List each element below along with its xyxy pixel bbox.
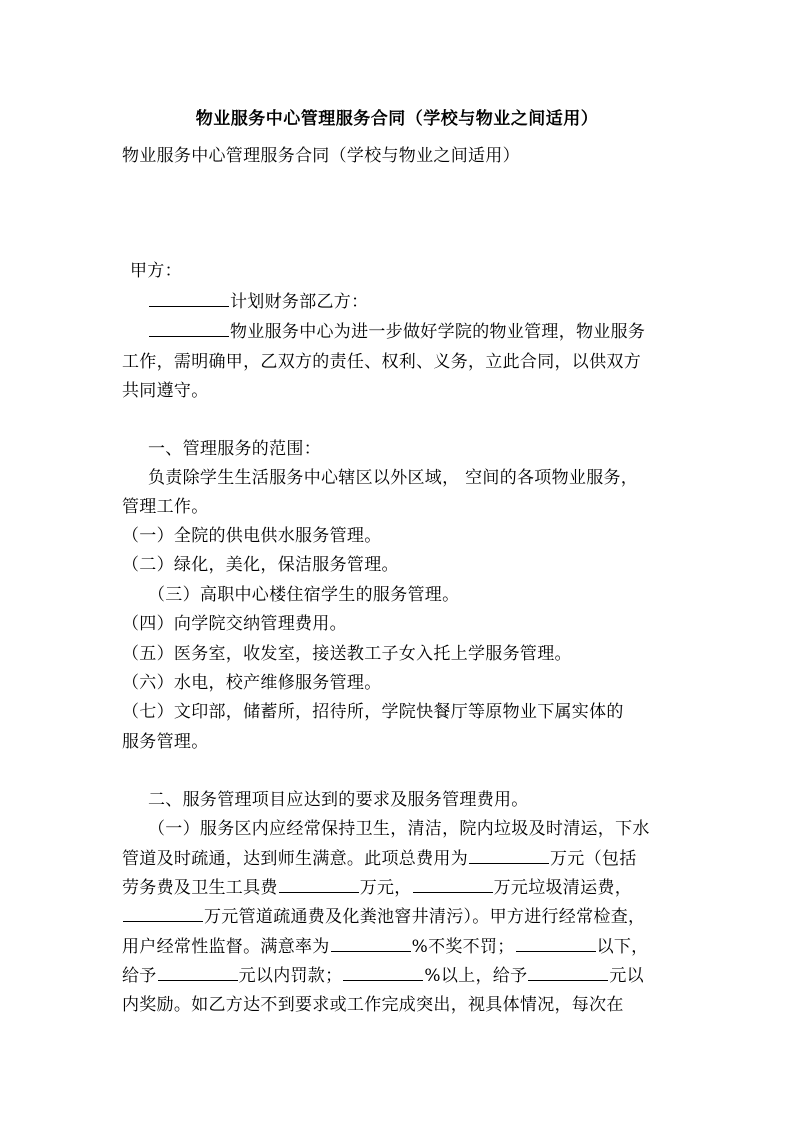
blank-field [528,966,608,981]
section2-p1-line3: 劳务费及卫生工具费 万元， 万元垃圾清运费， [122,878,633,898]
list-item-cont: 服务管理。 [122,732,209,752]
section2-p1-line2: 管道及时疏通，达到师生满意。此项总费用为 万元（包括 [122,849,637,869]
party-line-2: 物业服务中心为进一步做好学院的物业管理，物业服务 [148,320,645,344]
party-a-label: 甲方： [130,261,182,281]
section2-p1-line6: 给予 元以内罚款； %以上，给予 元以 [122,966,644,986]
section1-intro: 负责除学生生活服务中心辖区以外区域， 空间的各项物业服务， [148,468,639,488]
list-item: （五）医务室，收发室，接送教工子女入托上学服务管理。 [122,644,572,664]
blank-field [123,907,203,922]
blank-field [331,937,411,952]
blank-field [343,966,423,981]
document-title: 物业服务中心管理服务合同（学校与物业之间适用） [195,109,599,129]
blank-field [158,966,238,981]
blank-field [279,878,359,893]
list-item: （一）全院的供电供水服务管理。 [122,526,382,546]
section2-heading: 二、服务管理项目应达到的要求及服务管理费用。 [148,790,529,810]
party-line-4: 共同遵守。 [122,381,209,401]
list-item: （七）文印部，储蓄所，招待所，学院快餐厅等原物业下属实体的 [122,702,624,722]
blank-field [149,322,229,337]
list-item: （六）水电，校产维修服务管理。 [122,673,382,693]
section1-intro-cont: 管理工作。 [122,497,209,517]
section2-p1-line4: 万元管道疏通费及化粪池窨井清污）。甲方进行经常检查， [122,905,645,929]
party-line-3: 工作，需明确甲，乙双方的责任、权利、义务，立此合同，以供双方 [122,352,641,372]
section2-p1-line1: （一）服务区内应经常保持卫生，清洁，院内垃圾及时清运，下水 [148,819,650,839]
document-subtitle: 物业服务中心管理服务合同（学校与物业之间适用） [122,146,520,166]
list-item: （三）高职中心楼住宿学生的服务管理。 [148,585,460,605]
list-item: （四）向学院交纳管理费用。 [122,614,347,634]
list-item: （二）绿化，美化，保洁服务管理。 [122,555,399,575]
blank-field [413,878,493,893]
blank-field [149,292,229,307]
section1-heading: 一、管理服务的范围： [148,439,321,459]
party-line-1: 计划财务部乙方： [148,290,368,314]
blank-field [516,937,596,952]
section2-p1-line7: 内奖励。如乙方达不到要求或工作完成突出，视具体情况，每次在 [122,995,624,1015]
section2-p1-line5: 用户经常性监督。满意率为 %不奖不罚； 以下， [122,937,649,957]
blank-field [469,849,549,864]
